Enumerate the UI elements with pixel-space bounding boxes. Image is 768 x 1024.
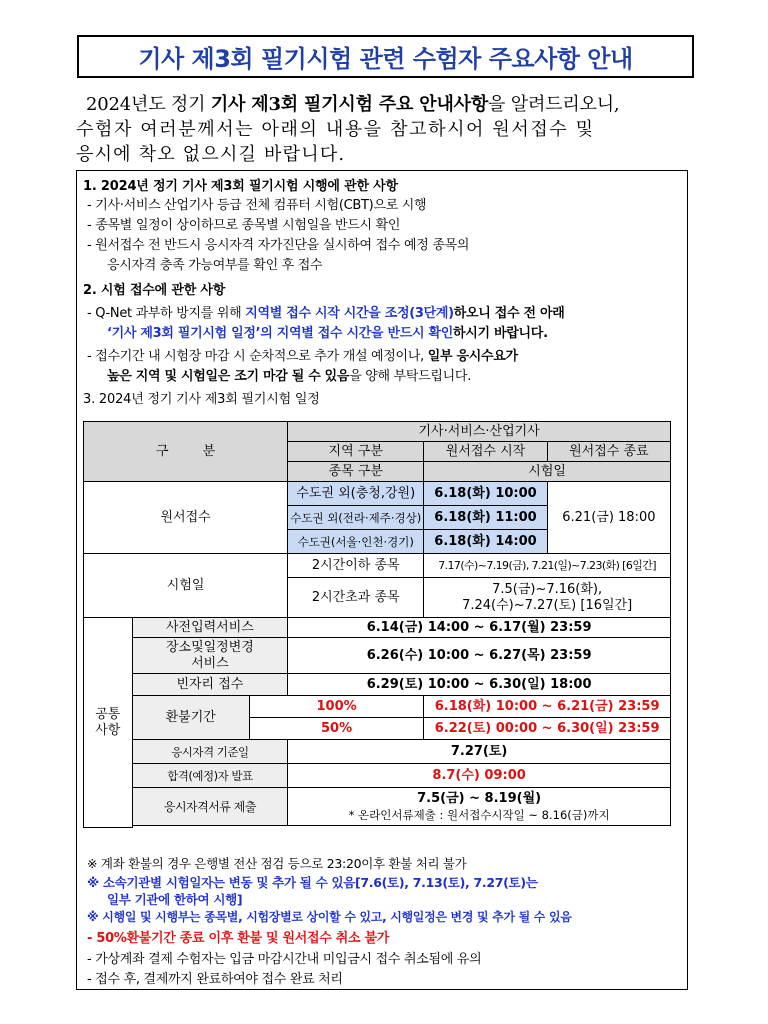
- section-1-bullet: - 원서접수 전 반드시 응시자격 자가진단을 실시하여 접수 예정 종목의: [87, 238, 470, 253]
- exam-date-2a: 7.5(금)~7.16(화),: [492, 581, 603, 597]
- schedule-table: [83, 421, 671, 828]
- row-label-common: [84, 618, 133, 828]
- header-exam-day: 시험일: [424, 462, 671, 482]
- note-6: - 접수 후, 결제까지 완료하여야 접수 완료 처리: [87, 972, 343, 987]
- section-2-bullet-cont: [107, 365, 471, 384]
- section-2-bullet-cont: [107, 322, 548, 341]
- region-2: 수도권 외(전라·제주·경상): [288, 506, 424, 530]
- text: 을 양해 부탁드립니다.: [349, 369, 472, 384]
- region-1-start: 6.18(화) 10:00: [424, 482, 548, 506]
- header-reg-end: 원서접수 종료: [547, 442, 670, 462]
- bold-emphasis: 일부 응시수요가: [427, 349, 518, 364]
- section-2-bullet: [87, 345, 518, 364]
- c4-percent-2: 50%: [249, 718, 423, 740]
- header-gubun: 구 분: [84, 422, 288, 482]
- note-2: ※ 소속기관별 시험일자는 변동 및 추가 될 수 있음[7.6(토), 7.13(토), 7.27(토)는: [87, 875, 538, 890]
- row-label-exam: 시험일: [84, 554, 288, 618]
- exam-date-2: [424, 578, 671, 618]
- spacer: [132, 826, 670, 828]
- c3-value: 6.29(토) 10:00 ~ 6.30(일) 18:00: [288, 674, 671, 696]
- c7-label: 응시자격서류 제출: [132, 788, 288, 826]
- blue-emphasis: ‘기사 제3회 필기시험 일정’의 지역별 접수 시간을 반드시 확인: [107, 326, 454, 341]
- intro-line-2: 수험자 여러분께서는 아래의 내용을 참고하시어 원서접수 및: [76, 119, 595, 140]
- c6-label: 합격(예정)자 발표: [132, 764, 288, 788]
- c3-label: 빈자리 접수: [132, 674, 288, 696]
- page-title: 기사 제3회 필기시험 관련 수험자 주요사항 안내: [77, 35, 694, 78]
- region-3-start: 6.18(화) 14:00: [424, 530, 548, 554]
- c6-value: 8.7(수) 09:00: [288, 764, 671, 788]
- c5-label: 응시자격 기준일: [132, 740, 288, 764]
- region-1: 수도권 외(충청,강원): [288, 482, 424, 506]
- note-4: - 50%환불기간 종료 이후 환불 및 원서접수 취소 불가: [87, 931, 390, 946]
- c5-value: 7.27(토): [288, 740, 671, 764]
- intro-text: 2024년도 정기: [86, 94, 211, 115]
- c2-label-2: 서비스: [191, 655, 229, 671]
- section-1-bullet-cont: 응시자격 충족 가능여부를 확인 후 접수: [107, 258, 323, 273]
- intro-paragraph: [76, 92, 698, 167]
- intro-emphasis: 기사 제3회 필기시험 주요 안내사항: [210, 94, 489, 115]
- header-col-group: 기사·서비스·산업기사: [288, 422, 671, 442]
- c2-label-1: 장소및일정변경: [165, 639, 254, 655]
- c4-label: 환불기간: [132, 696, 249, 740]
- region-2-start: 6.18(화) 11:00: [424, 506, 548, 530]
- section-3-heading: 3. 2024년 정기 기사 제3회 필기시험 일정: [83, 392, 320, 407]
- note-2-cont: 일부 기관에 한하여 시행]: [107, 892, 243, 907]
- c4-value-1: 6.18(화) 10:00 ~ 6.21(금) 23:59: [424, 696, 671, 718]
- header-region: 지역 구분: [288, 442, 424, 462]
- header-subject: 종목 구분: [288, 462, 424, 482]
- section-2-bullet: [87, 302, 565, 321]
- c1-label: 사전입력서비스: [132, 618, 288, 638]
- c2-value: 6.26(수) 10:00 ~ 6.27(목) 23:59: [288, 638, 671, 674]
- section-2-heading: 2. 시험 접수에 관한 사항: [83, 283, 226, 298]
- c7-value: [288, 788, 671, 826]
- c7-value-sub: * 온라인서류제출 : 원서접수시작일 ~ 8.16(금)까지: [348, 807, 610, 822]
- text: - 접수기간 내 시험장 마감 시 순차적으로 추가 개설 예정이나,: [87, 349, 428, 364]
- c2-label: [132, 638, 288, 674]
- text: - Q-Net 과부하 방지를 위해: [87, 306, 246, 321]
- c4-percent-1: 100%: [249, 696, 423, 718]
- bold-emphasis: 높은 지역 및 시험일은 조기 마감 될 수 있음: [107, 369, 350, 384]
- registration-end: 6.21(금) 18:00: [547, 482, 670, 554]
- c4-value-2: 6.22(토) 00:00 ~ 6.30(일) 23:59: [424, 718, 671, 740]
- exam-subject-1: 2시간이하 종목: [288, 554, 424, 578]
- exam-date-1: 7.17(수)~7.19(금), 7.21(일)~7.23(화) [6일간]: [424, 554, 671, 578]
- section-1-bullet: - 종목별 일정이 상이하므로 종목별 시험일을 반드시 확인: [87, 218, 401, 233]
- region-3: 수도권(서울·인천·경기): [288, 530, 424, 554]
- note-3: ※ 시행일 및 시행부는 종목별, 시험장별로 상이할 수 있고, 시행일정은 변경 및 추가 될 수 있음: [87, 910, 572, 924]
- note-1: ※ 계좌 환불의 경우 은행별 전산 점검 등으로 23:20이후 환불 처리 불가: [87, 856, 467, 871]
- blue-emphasis: 지역별 접수 시작 시간을 조정(3단계): [245, 306, 454, 321]
- c7-value-main: 7.5(금) ~ 8.19(월): [417, 790, 542, 806]
- common-label-2: 사항: [95, 722, 121, 738]
- common-label-1: 공통: [95, 706, 121, 722]
- note-5: - 가상계좌 결제 수험자는 입금 마감시간내 미입금시 접수 취소됨에 유의: [87, 952, 482, 967]
- intro-text: 을 알려드리오니,: [488, 94, 620, 115]
- notice-box: [76, 170, 688, 990]
- row-label-registration: 원서접수: [84, 482, 288, 554]
- intro-line-1: [76, 92, 698, 117]
- exam-subject-2: 2시간초과 종목: [288, 578, 424, 618]
- exam-date-2b: 7.24(수)~7.27(토) [16일간]: [462, 597, 633, 613]
- section-1-bullet: - 기사·서비스 산업기사 등급 전체 컴퓨터 시험(CBT)으로 시행: [87, 198, 427, 213]
- text: 하시기 바랍니다.: [453, 326, 548, 341]
- c1-value: 6.14(금) 14:00 ~ 6.17(월) 23:59: [288, 618, 671, 638]
- intro-line-3: 응시에 착오 없으시길 바랍니다.: [76, 144, 346, 165]
- text: 하오니 접수 전 아래: [453, 306, 565, 321]
- header-reg-start: 원서접수 시작: [424, 442, 548, 462]
- section-1-heading: 1. 2024년 정기 기사 제3회 필기시험 시행에 관한 사항: [83, 179, 398, 194]
